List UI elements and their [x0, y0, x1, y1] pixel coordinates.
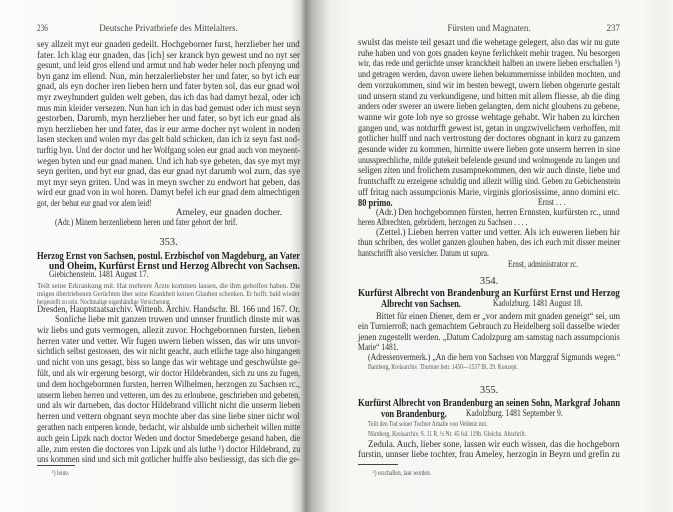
document-heading — [381, 409, 461, 420]
body-line — [37, 358, 300, 369]
text: mögen übertriebenen Gerüchten über seine Krankheit keinen Glauben schenken. Er hofft, bald wieder — [37, 290, 300, 298]
document-heading — [358, 288, 620, 299]
place-date — [49, 270, 199, 281]
body-line — [37, 347, 300, 358]
text: ruhe haben und von gots gnaden keyne ferlichkeit mehir tragen. Nu besorgen — [358, 48, 621, 59]
body-line — [358, 134, 620, 145]
letter-line — [37, 188, 300, 199]
text: fater. Ich klag eur gnaden, das [ich] ser kranck byn gewest und no nyt ser — [37, 50, 301, 61]
text: anders oder swerer an uwere lieben gelangten, dem nicht gloubens zu gebene, — [358, 102, 620, 113]
body-line — [37, 445, 300, 456]
text: 353. — [159, 237, 178, 248]
text: (Adr.) Den hochgebornnen fürsten, herren Ernnsten, kurfürsten rc., unnd — [376, 208, 620, 218]
footnote — [52, 469, 152, 477]
letter-line — [37, 61, 300, 72]
body-line — [358, 145, 620, 156]
text: gnad, als eyn docher iren lieben hern und fater byten sol, das eur gnad wol — [37, 82, 300, 93]
text: und nicht von uns gesagt, biss so lange das wir wehtage und geschwülste ge- — [37, 358, 300, 369]
body-line — [37, 380, 300, 391]
text: ¹) erschallen, laut werden. — [373, 469, 432, 477]
text: alle, zum ersten die doctores von Lipzk und als luthe ¹) doctor Hildebrand, zu — [37, 444, 301, 455]
letter-line — [37, 104, 300, 115]
text: wird eur gnad von in wol horen. Damyt befel ich eur gnad dem almechtigen — [37, 188, 300, 199]
text: Kadolzburg. 1481 August 18. — [493, 299, 583, 309]
text: seyn geriten, und byt eur gnad, das eur gnad nyt darumb wol zurn, das sye — [37, 167, 301, 178]
text: hantschrifft also versicher. Datum ut supra. — [358, 249, 489, 259]
body-line — [358, 92, 620, 103]
text: Giebichenstein. 1481 August 17. — [49, 270, 149, 280]
text: Herzog Ernst von Sachsen, postul. Erzbischof von Magdeburg, an Vater — [37, 251, 301, 262]
text: uns kommen sind und sich mit gotlicher hulffe also besliessigt, das sich die ge- — [37, 455, 300, 466]
text: mus min kleider versezen. Nun han ich in das bad gemust oder ich must seyn — [37, 103, 301, 114]
footnote-rule — [37, 465, 75, 466]
text: dem vorzukommen, sind wir im besten bewegt, uwern lieben obgerurte gestalt — [358, 80, 621, 91]
text: 80 primo. — [358, 198, 393, 209]
body-line — [358, 38, 620, 49]
source-line — [368, 363, 568, 371]
letter-line — [37, 178, 300, 189]
note-line — [358, 249, 620, 260]
text: lasen stecken und wolen myr das gelt bald schicken, dan ich iz seyn fast nod- — [37, 135, 300, 146]
body-line — [358, 333, 620, 344]
body-line — [37, 369, 300, 380]
text: unussprechliche, milde gutekeit befelende gesund und wolmogende zu langen und — [358, 155, 620, 166]
text: auch gein Lipzk nach doctor Weden und doctor Smedeberge gesand haben, die — [37, 433, 301, 444]
text: Teilt seine Erkrankung mit. Hat mehrere Ärzte kommen lassen, die ihm geholfen haben. Die — [37, 282, 301, 290]
source-line — [368, 430, 568, 438]
address-line — [55, 218, 300, 229]
footnote-rule — [358, 464, 398, 465]
body-line — [358, 177, 620, 188]
place-date — [493, 299, 613, 310]
text: heren Albrechten, gebrüdern, herzogen zu Sachsen . . . . — [358, 218, 528, 228]
text: Deutsche Privatbriefe des Mittelalters. — [99, 23, 238, 33]
text: Ameley, eur gnaden docher. — [175, 208, 282, 218]
text: myt myr seyn griten. Und was in meyn swcher zu endwort hat geben, das — [37, 177, 300, 188]
footnote — [373, 469, 493, 477]
text: sichtlich selbst gestossen, des wir nicht geacht, auch etliche tage also hingangen — [37, 347, 301, 358]
text: 354. — [479, 276, 499, 287]
body-line — [37, 337, 300, 348]
body-line — [37, 434, 300, 445]
body-line — [55, 315, 300, 326]
body-line — [358, 113, 620, 124]
body-line — [358, 70, 620, 81]
text: myr zweyhundert gulden welt geben, das ich das bad damyt bezal, oder ich — [37, 93, 301, 103]
letter-line — [37, 82, 300, 93]
place-date — [466, 409, 596, 420]
text: uff fritag nach assumpcionis Marie, virginis gloriosissime, anno domini etc. — [358, 187, 620, 198]
body-line — [358, 156, 620, 167]
body-line — [358, 102, 620, 113]
document-number — [358, 385, 620, 396]
text: Sonliche liebe mit ganzen truwen und unnser fruntlich dinste mit was — [55, 315, 300, 325]
text: myn herzlieben her und fater, das ir eur arme docher nyt wolent in noden — [37, 124, 301, 135]
text: Albrecht von Sachsen. — [381, 299, 461, 310]
document-heading — [358, 398, 620, 409]
text: herren und vettern obgnant seyn mochte aber das sine liebe siner nicht wol — [37, 412, 300, 423]
text: Fürsten und Magnaten. — [447, 23, 531, 33]
letter-line — [37, 135, 300, 146]
text: gangen und, was notdurfft gewest ist, getan in ungzwivelichem verhoffen, mit — [358, 123, 621, 134]
text: Ernst . . . — [538, 198, 566, 208]
document-number — [358, 276, 620, 287]
letter-line — [37, 93, 300, 104]
text: gerathen nach entperen konde, bedacht, wir alsbalde umb sicherheit willen mitte — [37, 423, 301, 433]
text: ¹) leute. — [52, 469, 70, 477]
text: unserm lieben herren und vetteren, um des zu erloubene, geschrieben und gebeten, — [37, 390, 301, 401]
text: (Adressenvermerk.) „An die hern von Sachsen von Marggraf Sigmunds wegen.“ — [368, 353, 621, 363]
text: wegen byten und eur gnad manen. Und ich hab sye gebeten, das sye myt myr — [37, 156, 301, 167]
text: und unsern stand zu verkundigene, und bitten mit allem fliesse, ab die ding — [358, 91, 620, 102]
letter-line — [37, 157, 300, 168]
text: wir liebs und guts vermogen, allezit zuvor. Hochgebornnen fursten, lieben — [37, 325, 300, 336]
text: (Adr.) Minem herzenliebenn heren und fater gehort der brif. — [55, 218, 238, 228]
body-line — [37, 455, 300, 466]
body-line — [37, 391, 300, 402]
page-number — [590, 23, 620, 34]
text: gotlicher hulff und nach vertrostung der doctores obgnant in kurz zu ganzem — [358, 134, 621, 145]
text: Kurfürst Albrecht von Brandenburg an Kurfürst Ernst und Herzog — [358, 288, 620, 299]
text: ein Turnierroß; nach gemachtem Gebrauch zu Heidelberg soll dasselbe wieder — [358, 322, 620, 333]
summary-line — [368, 420, 518, 428]
document-heading — [381, 299, 491, 310]
text: seligen ziten und frolichem zusampnekommen, den wir auch dinste, liebe und — [358, 166, 620, 177]
text: Bittet für einen Diener, dem er „vor andern mit gnaden geneigt“ sei, um — [376, 312, 620, 322]
body-line — [358, 81, 620, 92]
text: Teilt den Tod seiner Tochter Amalie von Veldenz mit. — [368, 420, 488, 428]
text: und Oheim, Kurfürst Ernst und Herzog Albrecht von Sachsen. — [49, 261, 300, 272]
document-number — [37, 237, 300, 248]
text: Kurfürst Albrecht von Brandenburg an seinen Sohn, Markgraf Johann — [358, 398, 621, 409]
running-title — [37, 23, 300, 34]
body-line — [368, 440, 620, 451]
text: Dresden, Hauptstaatsarchiv. Wittenb. Archiv. Handschr. Bl. 166 und 167. Or. — [37, 305, 300, 315]
letter-line — [37, 125, 300, 136]
text: gesunt, und leid gros ellend und armut und hab weder heler noch pfenyng und — [37, 61, 300, 72]
text: fült, und als wir ergerung besorgt, wir doctor Hildebranden, sich zu uns zu fugen, — [37, 369, 301, 379]
text: 236 — [37, 23, 48, 33]
note-line — [358, 238, 620, 249]
text: Kadolzburg. 1481 September 9. — [466, 409, 563, 419]
text: swulst das meiste teil gesazt und die wehetage gelegert, also das wir nu gute — [358, 38, 620, 48]
text: (Zettel.) Lieben herren vatter und vetter. Als ich euweren lieben hir — [376, 228, 620, 238]
text: von Brandenburg. — [381, 409, 447, 420]
summary-line — [37, 290, 300, 298]
text: Bamberg, Kreisarchiv. Thurnier betr. 1450—1537 Bl. 29. Konzept. — [368, 363, 519, 371]
text: hergestellt zu sein. Nochmalige eigenhändige Versicherung. — [37, 298, 171, 306]
text: byn ganz im ellend. Nun, min herzalerliebster her und fater, so byt ich eur — [37, 71, 300, 82]
text: 237 — [606, 23, 620, 33]
text: und dem hochgebornnen fursten, herren Wilhelmen, herzogen zu Sachsen rc., — [37, 379, 300, 390]
letter-line — [37, 72, 300, 83]
body-line — [358, 124, 620, 135]
body-line — [376, 312, 620, 323]
body-line — [358, 59, 620, 70]
summary-line — [37, 282, 300, 290]
body-line — [37, 326, 300, 337]
letter-line — [37, 114, 300, 125]
body-line — [358, 166, 620, 177]
running-title — [358, 23, 620, 34]
text: wir, das rede und gerüchte unser kranckheit halben an uwere lieben erschallen ¹) — [358, 59, 621, 70]
text: got, der behut eur gnad vor alem leid! — [37, 199, 152, 209]
text: jenen zugestellt werden. „Datum Cadolzpurg am samstag nach assumpcionis — [358, 332, 620, 343]
signature — [508, 260, 618, 271]
text: Nürnberg, Kreisarchiv. S. 11 R. ½ Nr. 45 fol. 119b. Gleichz. Abschrift. — [368, 430, 527, 438]
text: Zedula. Auch, lieber sone, lassen wir euch wissen, das die hochgeborn — [368, 440, 620, 450]
letter-line — [37, 146, 300, 157]
text: furstin, unnser liebe tochter, frau Ameley, herzogin in Beyrn und grefin zu — [358, 450, 620, 461]
body-line — [358, 450, 620, 461]
text: wanne wir gote lob nye so grosse wehtage gehabt. Wir haben zu kirchen — [358, 112, 620, 123]
text: Marie“ 1481. — [358, 343, 399, 354]
text: und als wir darneben, das doctor Hildebrand villicht nicht die unserm lieben — [37, 401, 301, 412]
body-line — [358, 322, 620, 333]
letter-line — [37, 51, 300, 62]
text: gestorben. Darumb, myn herzlieber her und fater, so byt ich eur gnad als — [37, 114, 301, 125]
body-line — [37, 412, 300, 423]
text: fruntschafft zu erzeigene schuldig und allezit willig sind. Geben zu Gebichenstein — [358, 177, 621, 188]
text: thun schriben, des wollet ganzen glouben haben, des ich euch mit disser meiner — [358, 238, 621, 248]
text: sey allzeit myt eur gnaden gedeilt. Hochgeborner furst, herzlieber her und — [37, 40, 300, 50]
text: turftig byn. Und der doctor und her Wolfgang solen eur gnad auch von meynent- — [37, 146, 300, 156]
letter-line — [37, 167, 300, 178]
text: herren vater und vetter. Wir fugen uwern lieben wissen, das wir uns unvor- — [37, 336, 301, 347]
body-line — [37, 401, 300, 412]
text: gesunde wider zu kommen, hirmitte uwere lieben gote unserm herren in sine — [358, 145, 621, 155]
text: und getragen werden, davon uwere lieben bekummernisse inbilden mochten, und — [358, 70, 621, 81]
body-line — [358, 49, 620, 60]
body-line — [37, 423, 300, 434]
text: 355. — [479, 385, 499, 396]
letter-line — [37, 40, 300, 51]
text: Ernst, administrator rc. — [508, 260, 579, 270]
